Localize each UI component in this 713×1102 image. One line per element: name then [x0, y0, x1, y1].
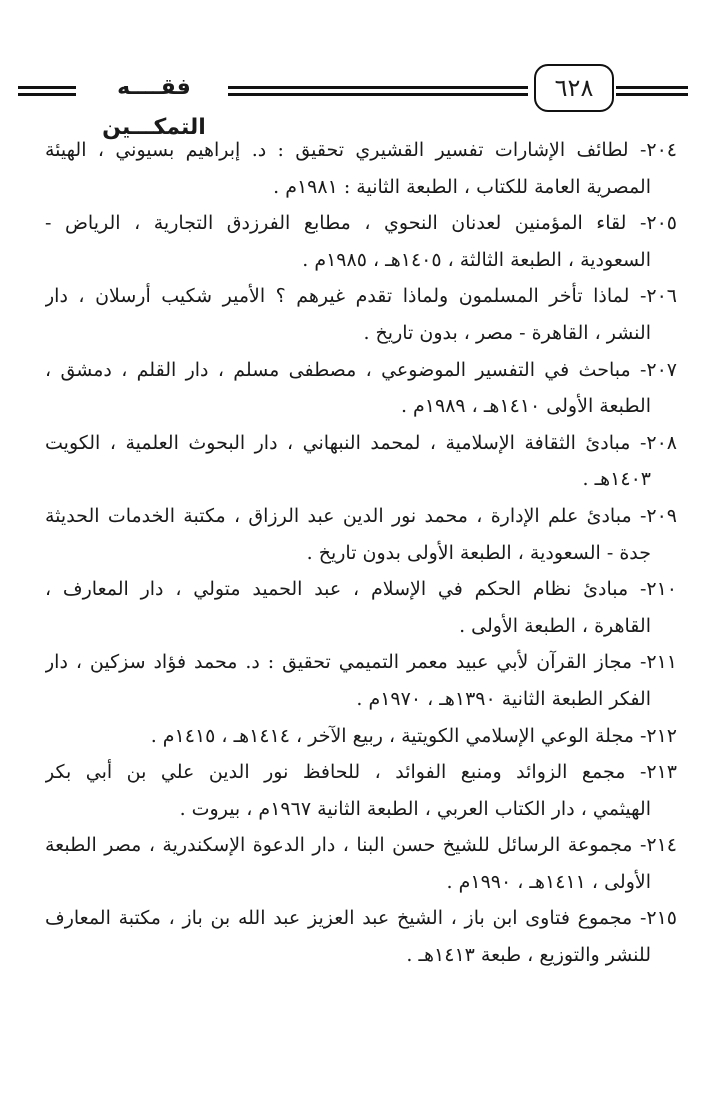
entry-line: ٢٠٨- مبادئ الثقافة الإسلامية ، لمحمد النبهاني ، دار البحوث العلمية ، الكويت: [45, 431, 677, 454]
entry-line: الأولى ، ١٤١١هـ ، ١٩٩٠م .: [446, 870, 651, 893]
entry-line: ٢١٤- مجموعة الرسائل للشيخ حسن البنا ، دار الدعوة الإسكندرية ، مصر الطبعة: [45, 834, 677, 857]
entry-line: جدة - السعودية ، الطبعة الأولى بدون تاريخ .: [306, 541, 651, 564]
entry-line: القاهرة ، الطبعة الأولى .: [459, 614, 651, 637]
entry-line: ٢١٢- مجلة الوعي الإسلامي الكويتية ، ربيع الآخر ، ١٤١٤هـ ، ١٤١٥م .: [150, 724, 677, 747]
header-rule: [228, 86, 528, 89]
entry-line: النشر ، القاهرة - مصر ، بدون تاريخ .: [363, 321, 651, 344]
entry-line: الفكر الطبعة الثانية ١٣٩٠هـ ، ١٩٧٠م .: [356, 687, 651, 710]
bibliography-list: [45, 132, 677, 974]
entry-line: ٢١٥- مجموع فتاوى ابن باز ، الشيخ عبد العزيز عبد الله بن باز ، مكتبة المعارف: [45, 907, 677, 930]
entry-line: ٢٠٩- مبادئ علم الإدارة ، محمد نور الدين عبد الرزاق ، مكتبة الخدمات الحديثة: [45, 504, 677, 527]
header-rule: [228, 93, 528, 96]
bibliography-entry: [45, 498, 677, 571]
page-number: ٦٢٨: [554, 74, 594, 102]
entry-line: ٢٠٤- لطائف الإشارات تفسير القشيري تحقيق : د. إبراهيم بسيوني ، الهيئة: [45, 139, 677, 161]
page-header: [18, 62, 688, 140]
entry-line: للنشر والتوزيع ، طبعة ١٤١٣هـ .: [406, 944, 651, 967]
bibliography-entry: [45, 425, 677, 498]
entry-line: ٢١١- مجاز القرآن لأبي عبيد معمر التميمي تحقيق : د. محمد فؤاد سزكين ، دار: [45, 651, 677, 674]
bibliography-entry: [45, 571, 677, 644]
entry-line: ٢٠٥- لقاء المؤمنين لعدنان النحوي ، مطابع الفرزدق التجارية ، الرياض -: [45, 212, 677, 235]
bibliography-entry: [45, 900, 677, 973]
entry-line: الطبعة الأولى ١٤١٠هـ ، ١٩٨٩م .: [400, 395, 651, 418]
bibliography-entry: [45, 827, 677, 900]
bibliography-entry: [45, 205, 677, 278]
bibliography-entry: [45, 754, 677, 827]
bibliography-entry: [45, 278, 677, 351]
bibliography-entry: [45, 132, 677, 205]
entry-line: ٢٠٦- لماذا تأخر المسلمون ولماذا تقدم غيرهم ؟ الأمير شكيب أرسلان ، دار: [45, 285, 677, 308]
page-number-frame: [534, 64, 614, 112]
entry-line: السعودية ، الطبعة الثالثة ، ١٤٠٥هـ ، ١٩٨٥م .: [302, 248, 651, 271]
bibliography-entry: [45, 352, 677, 425]
entry-line: ٢١٠- مبادئ نظام الحكم في الإسلام ، عبد الحميد متولي ، دار المعارف ،: [45, 578, 677, 601]
entry-line: ٢٠٧- مباحث في التفسير الموضوعي ، مصطفى مسلم ، دار القلم ، دمشق ،: [45, 358, 677, 381]
bibliography-entry: [45, 718, 677, 755]
header-rule: [616, 93, 688, 96]
header-rule: [616, 86, 688, 89]
running-title: فقــــه التمكـــين: [84, 68, 224, 148]
header-rule: [18, 93, 76, 96]
entry-line: المصرية العامة للكتاب ، الطبعة الثانية : ١٩٨١م .: [273, 175, 651, 198]
bibliography-entry: [45, 644, 677, 717]
entry-line: ٢١٣- مجمع الزوائد ومنبع الفوائد ، للحافظ نور الدين علي بن أبي بكر: [45, 761, 677, 784]
header-rule: [18, 86, 76, 89]
entry-line: الهيثمي ، دار الكتاب العربي ، الطبعة الثانية ١٩٦٧م ، بيروت .: [179, 797, 651, 820]
entry-line: ١٤٠٣هـ .: [582, 468, 651, 491]
